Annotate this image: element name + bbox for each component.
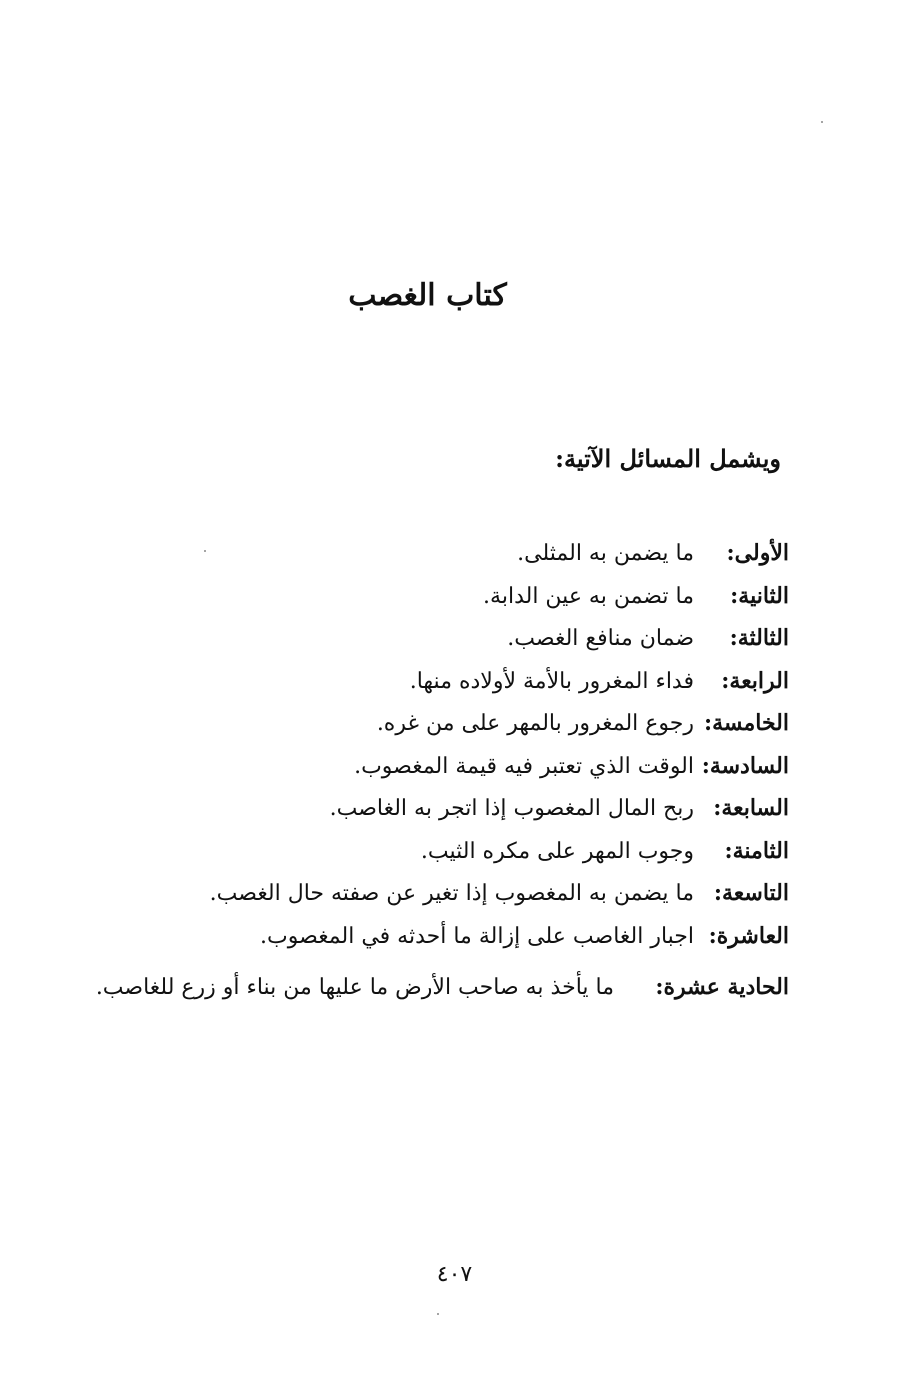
issue-text: ربح المال المغصوب إذا اتجر به الغاصب. [329, 796, 694, 821]
list-item [89, 668, 789, 711]
scan-speck [821, 121, 823, 123]
issue-text: فداء المغرور بالأمة لأولاده منها. [409, 668, 694, 694]
issue-text: وجوب المهر على مكره الثيب. [420, 838, 694, 864]
issue-label: السابعة: [713, 795, 789, 821]
issue-text: رجوع المغرور بالمهر على من غره. [376, 711, 694, 736]
issue-text: ضمان منافع الغصب. [507, 626, 694, 651]
issue-text: ما تضمن به عين الدابة. [483, 583, 694, 609]
issue-label: التاسعة: [713, 880, 789, 906]
issue-label: الثالثة: [729, 625, 789, 651]
list-item [89, 923, 789, 966]
chapter-title: كتاب الغصب [348, 278, 507, 313]
issue-label: الثامنة: [724, 837, 789, 864]
issue-text: ما يضمن به المثلى. [517, 541, 694, 566]
issue-label: الحادية عشرة: [655, 974, 789, 1000]
issue-label: الرابعة: [721, 667, 789, 694]
list-item [89, 880, 789, 923]
scan-speck [437, 1313, 439, 1315]
issue-text: ما يأخذ به صاحب الأرض ما عليها من بناء أو زرع للغاصب. [95, 975, 614, 1000]
issue-label: العاشرة: [708, 922, 789, 949]
issue-label: السادسة: [701, 752, 789, 779]
issue-text: الوقت الذي تعتبر فيه قيمة المغصوب. [354, 753, 694, 779]
issue-list [89, 540, 789, 1010]
list-item [89, 540, 789, 583]
issue-label: الثانية: [730, 582, 789, 609]
list-item [89, 965, 789, 1010]
list-item [89, 838, 789, 881]
intro-heading: ويشمل المسائل الآتية: [555, 444, 781, 473]
list-item [89, 710, 789, 753]
issue-label: الخامسة: [703, 710, 789, 736]
list-item [89, 753, 789, 796]
list-item [89, 625, 789, 668]
list-item [89, 795, 789, 838]
page-number: ٤٠٧ [436, 1262, 473, 1287]
issue-text: اجبار الغاصب على إزالة ما أحدثه في المغصوب. [260, 923, 694, 949]
issue-text: ما يضمن به المغصوب إذا تغير عن صفته حال الغصب. [209, 881, 694, 906]
issue-label: الأولى: [726, 540, 789, 566]
list-item [89, 583, 789, 626]
